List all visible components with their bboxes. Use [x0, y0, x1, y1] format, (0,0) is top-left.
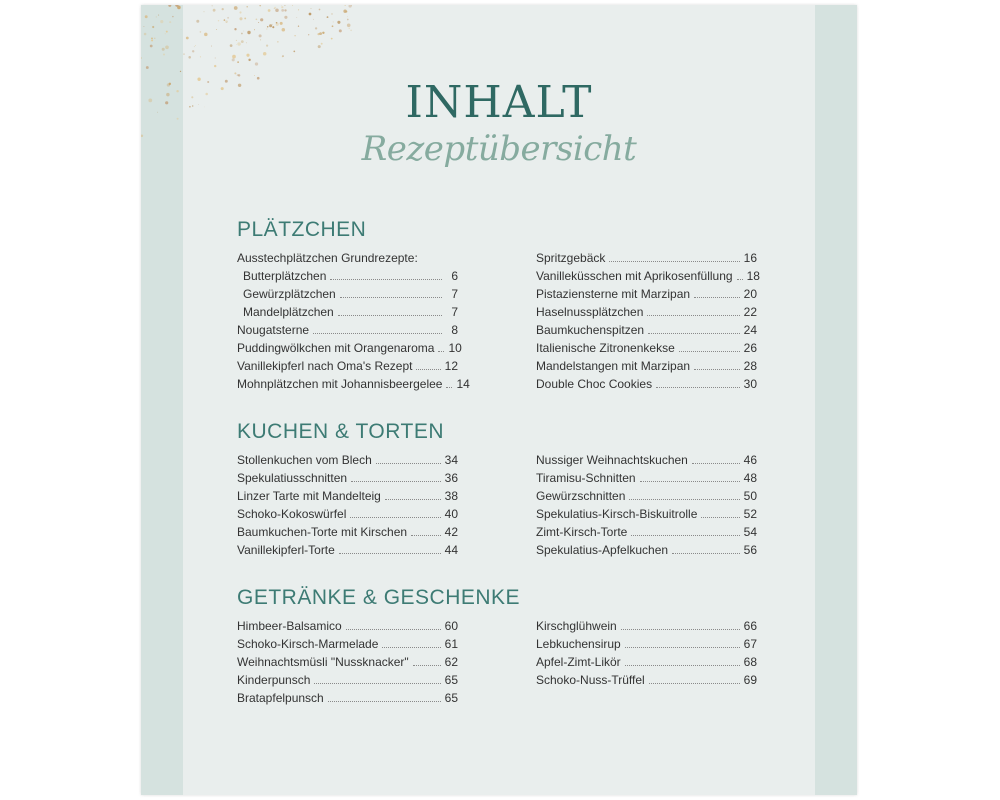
- toc-entry: Spekulatius-Apfelkuchen 56: [536, 543, 757, 557]
- toc-entry: Zimt-Kirsch-Torte 54: [536, 525, 757, 539]
- page-number: 26: [743, 341, 757, 355]
- page-number: 60: [444, 619, 458, 633]
- toc-entry: Mandelplätzchen 7: [243, 305, 458, 319]
- page-subtitle: Rezeptübersicht: [361, 129, 637, 169]
- page-number: 38: [444, 489, 458, 503]
- toc-entry: Baumkuchen-Torte mit Kirschen 42: [237, 525, 458, 539]
- page-number: 52: [743, 507, 757, 521]
- page-number: 16: [743, 251, 757, 265]
- page-title: INHALT: [405, 77, 593, 128]
- toc-entry: Spekulatiusschnitten 36: [237, 471, 458, 485]
- toc-entry: Schoko-Nuss-Trüffel 69: [536, 673, 757, 687]
- toc-entry: Weihnachtsmüsli "Nussknacker" 62: [237, 655, 458, 669]
- section-plaetzchen: [237, 217, 760, 393]
- toc-entry: Nussiger Weihnachtskuchen 46: [536, 453, 757, 467]
- toc-column-right: [536, 249, 760, 393]
- page-number: 10: [448, 341, 462, 355]
- toc-entry: Bratapfelpunsch 65: [237, 691, 458, 705]
- page-number: 65: [444, 691, 458, 705]
- toc-entry: Vanilleküsschen mit Aprikosenfüllung 18: [536, 269, 760, 283]
- toc-entry: Tiramisu-Schnitten 48: [536, 471, 757, 485]
- page-number: 62: [444, 655, 458, 669]
- page-number: 30: [743, 377, 757, 391]
- page-number: 56: [743, 543, 757, 557]
- toc-entry: Vanillekipferl-Torte 44: [237, 543, 458, 557]
- page-number: 69: [743, 673, 757, 687]
- section-title: KUCHEN & TORTEN: [237, 420, 445, 443]
- page-number: 68: [743, 655, 757, 669]
- page-number: 24: [743, 323, 757, 337]
- toc-column-left: [237, 451, 458, 559]
- toc-entry: Baumkuchenspitzen 24: [536, 323, 757, 337]
- toc-entry: Mohnplätzchen mit Johannisbeergelee 14: [237, 377, 470, 391]
- toc-entry: Italienische Zitronenkekse 26: [536, 341, 757, 355]
- page-number: 44: [444, 543, 458, 557]
- toc-entry: Vanillekipferl nach Oma's Rezept 12: [237, 359, 458, 373]
- toc-entry: Schoko-Kirsch-Marmelade 61: [237, 637, 458, 651]
- toc-entry: Lebkuchensirup 67: [536, 637, 757, 651]
- toc-entry: Spekulatius-Kirsch-Biskuitrolle 52: [536, 507, 757, 521]
- page-number: 66: [743, 619, 757, 633]
- page-number: 28: [743, 359, 757, 373]
- toc-entry: Schoko-Kokoswürfel 40: [237, 507, 458, 521]
- section-getraenke-geschenke: [237, 585, 757, 707]
- page-number: 50: [743, 489, 757, 503]
- page-number: 12: [444, 359, 458, 373]
- toc-entry: Spritzgebäck 16: [536, 251, 757, 265]
- toc-column-right: [536, 451, 757, 559]
- toc-entry: Kirschglühwein 66: [536, 619, 757, 633]
- toc-entry: Stollenkuchen vom Blech 34: [237, 453, 458, 467]
- page-number: 65: [444, 673, 458, 687]
- page-number: 7: [451, 305, 458, 319]
- page-number: 18: [746, 269, 760, 283]
- book-page: [141, 5, 857, 795]
- toc-entry: Puddingwölkchen mit Orangenaroma 10: [237, 341, 462, 355]
- toc-column-left: [237, 249, 470, 393]
- toc-entry: Double Choc Cookies 30: [536, 377, 757, 391]
- toc-entry: Kinderpunsch 65: [237, 673, 458, 687]
- page-number: 42: [444, 525, 458, 539]
- section-kuchen-torten: [237, 419, 757, 559]
- toc-entry: Pistaziensterne mit Marzipan 20: [536, 287, 757, 301]
- toc-entry: Gewürzplätzchen 7: [243, 287, 458, 301]
- page-number: 46: [743, 453, 757, 467]
- toc-column-left: [237, 617, 458, 707]
- toc-entry: Linzer Tarte mit Mandelteig 38: [237, 489, 458, 503]
- page-number: 20: [743, 287, 757, 301]
- page-number: 48: [743, 471, 757, 485]
- toc-entry: Haselnussplätzchen 22: [536, 305, 757, 319]
- section-title: GETRÄNKE & GESCHENKE: [237, 586, 521, 609]
- page-number: 6: [451, 269, 458, 283]
- toc-entry: Butterplätzchen 6: [243, 269, 458, 283]
- page-number: 36: [444, 471, 458, 485]
- page-number: 14: [456, 377, 470, 391]
- toc-entry: Ausstechplätzchen Grundrezepte:: [237, 251, 418, 265]
- page-number: 34: [444, 453, 458, 467]
- toc-entry: Mandelstangen mit Marzipan 28: [536, 359, 757, 373]
- page-number: 22: [743, 305, 757, 319]
- page-number: 61: [444, 637, 458, 651]
- section-title: PLÄTZCHEN: [237, 218, 367, 241]
- page-number: 40: [444, 507, 458, 521]
- page-number: 7: [451, 287, 458, 301]
- page-number: 67: [743, 637, 757, 651]
- toc-entry: Himbeer-Balsamico 60: [237, 619, 458, 633]
- page-number: 54: [743, 525, 757, 539]
- toc-entry: Gewürzschnitten 50: [536, 489, 757, 503]
- page-number: 8: [451, 323, 458, 337]
- toc-entry: Nougatsterne 8: [237, 323, 458, 337]
- toc-entry: Apfel-Zimt-Likör 68: [536, 655, 757, 669]
- toc-column-right: [536, 617, 757, 707]
